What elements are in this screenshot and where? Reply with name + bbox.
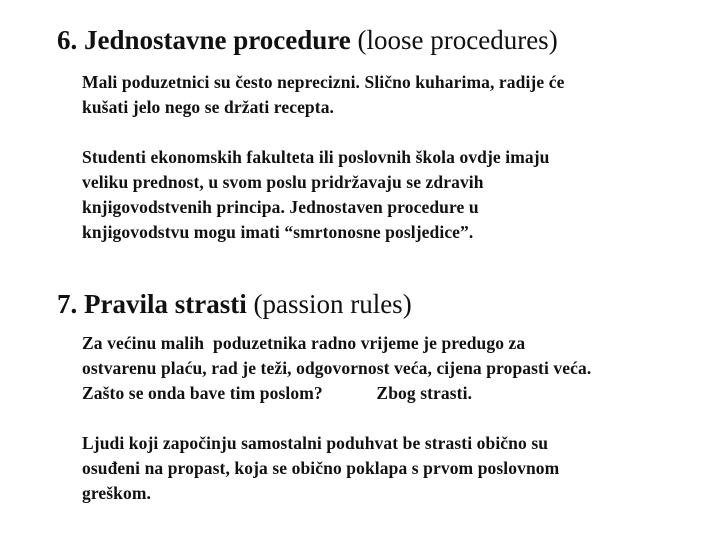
paragraph — [82, 145, 682, 245]
heading-main: 6. Jednostavne procedure — [57, 25, 351, 55]
section-heading — [57, 22, 720, 58]
paragraph-line: Studenti ekonomskih fakulteta ili poslovnih škola ovdje imaju — [82, 147, 550, 167]
paragraph-line: knjigovodstvu mogu imati “smrtonosne posljedice”. — [82, 222, 474, 242]
paragraph-line: Mali poduzetnici su često neprecizni. Slično kuharima, radije će — [82, 72, 565, 92]
paragraph-line: Za većinu malih poduzetnika radno vrijeme je predugo za — [82, 333, 526, 353]
paragraph-line: knjigovodstvenih principa. Jednostaven procedure u — [82, 197, 479, 217]
paragraph-line: greškom. — [82, 483, 152, 503]
section-heading — [57, 286, 720, 322]
paragraph — [82, 70, 682, 120]
paragraph-line: Zašto se onda bave tim poslom? Zbog strasti. — [82, 383, 473, 403]
section-passion-rules — [0, 286, 720, 506]
paragraph-line: veliku prednost, u svom poslu pridržavaju se zdravih — [82, 172, 484, 192]
heading-english: (loose procedures) — [350, 25, 558, 55]
paragraph — [82, 331, 682, 406]
paragraph — [82, 431, 682, 506]
paragraph-line: osuđeni na propast, koja se obično poklapa s prvom poslovnom — [82, 458, 560, 478]
paragraph-line: Ljudi koji započinju samostalni poduhvat be strasti obično su — [82, 433, 549, 453]
paragraph-line: kušati jelo nego se držati recepta. — [82, 97, 335, 117]
heading-main: 7. Pravila strasti — [57, 289, 247, 319]
paragraph-line: ostvarenu plaću, rad je teži, odgovornost veća, cijena propasti veća. — [82, 358, 592, 378]
heading-english: (passion rules) — [246, 289, 412, 319]
section-loose-procedures — [0, 22, 720, 245]
